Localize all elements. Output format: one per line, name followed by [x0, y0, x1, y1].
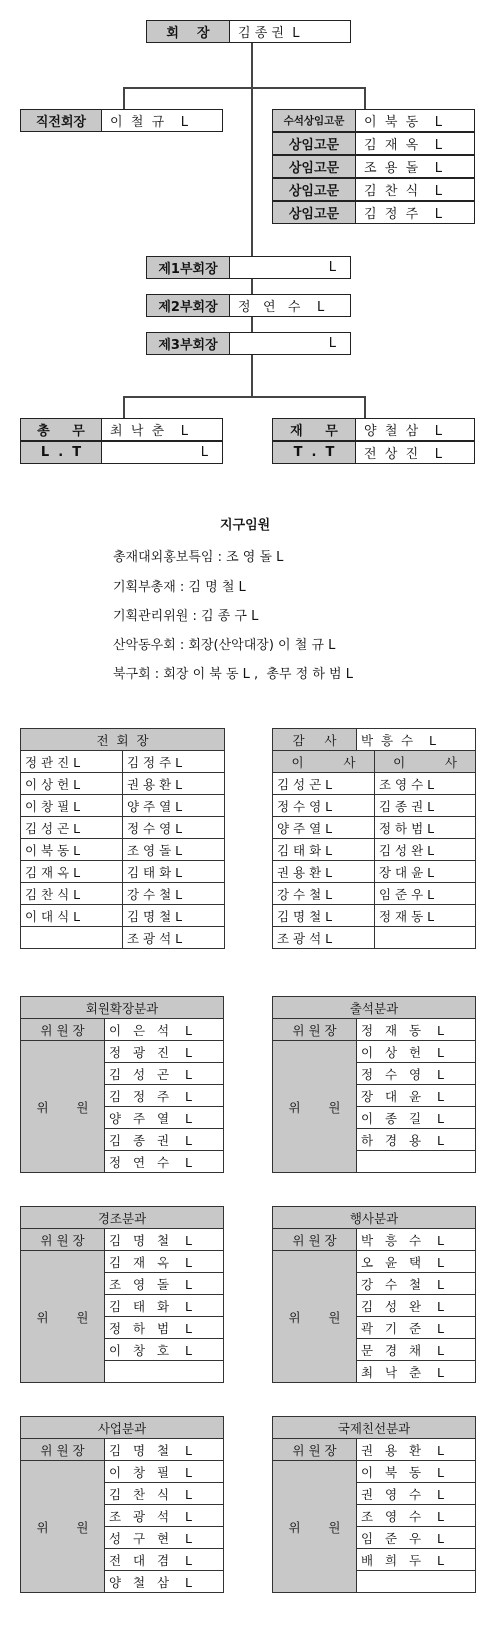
member-name — [357, 1151, 476, 1173]
member-name: 이 상 헌 L — [357, 1041, 476, 1063]
chair-label: 위 원 장 — [273, 1439, 357, 1461]
committee-table — [272, 1206, 476, 1383]
president-label: 회 장 — [146, 20, 230, 43]
committee-table — [20, 1206, 224, 1383]
member-name — [105, 1361, 224, 1383]
table-cell: 조 영 돌 L — [123, 839, 225, 861]
table-cell: 김 성 곤 L — [273, 773, 375, 795]
advisor-name: 김 재 옥 L — [355, 132, 475, 155]
member-label: 위 원 — [21, 1041, 105, 1173]
member-name: 김 성 곤 L — [105, 1063, 224, 1085]
member-name: 문 경 채 L — [357, 1339, 476, 1361]
past-presidents-table — [20, 728, 225, 949]
committee-title: 국제친선분과 — [273, 1417, 476, 1439]
chair-label: 위 원 장 — [273, 1019, 357, 1041]
member-name: 정 연 수 L — [105, 1151, 224, 1173]
directors-header: 이 사 — [273, 751, 375, 773]
member-name: 전 대 겸 L — [105, 1549, 224, 1571]
table-title: 전 회 장 — [21, 729, 225, 751]
chair-label: 위 원 장 — [21, 1019, 105, 1041]
member-name: 김 태 화 L — [105, 1295, 224, 1317]
chair-name: 정 재 동 L — [357, 1019, 476, 1041]
district-line: 산악동우회 : 회장(산악대장) 이 철 규 L — [113, 638, 336, 653]
member-label: 위 원 — [273, 1251, 357, 1383]
vp2-name: 정 연 수 L — [229, 294, 351, 317]
district-line: 총재대외홍보특임 : 조 영 돌 L — [113, 550, 284, 565]
table-cell: 이 상 헌 L — [21, 773, 123, 795]
vp2-label: 제2부회장 — [146, 294, 230, 317]
table-cell: 김 태 화 L — [123, 861, 225, 883]
table-cell: 조 광 석 L — [273, 927, 375, 949]
directors-header: 이 사 — [375, 751, 476, 773]
connector-line — [123, 396, 366, 398]
chair-name: 권 용 환 L — [357, 1439, 476, 1461]
member-name: 배 희 두 L — [357, 1549, 476, 1571]
committee-table — [20, 996, 224, 1173]
connector-line — [123, 87, 125, 109]
connector-line — [364, 87, 366, 109]
auditors-table — [272, 728, 476, 949]
connector-line — [251, 42, 253, 234]
table-cell — [375, 927, 476, 949]
chair-label: 위 원 장 — [273, 1229, 357, 1251]
member-name: 김 재 옥 L — [105, 1251, 224, 1273]
member-name: 김 찬 식 L — [105, 1483, 224, 1505]
table-cell: 정 관 진 L — [21, 751, 123, 773]
member-name: 정 수 영 L — [357, 1063, 476, 1085]
district-line: 북구회 : 회장 이 북 동 L , 총무 정 하 범 L — [113, 667, 353, 682]
advisor-label: 상임고문 — [272, 132, 356, 155]
treasurer-label: 재 무 — [272, 418, 356, 441]
president-name: 김 종 권 L — [229, 20, 351, 43]
connector-line — [123, 396, 125, 418]
tt-label: T . T — [272, 441, 356, 464]
advisor-name: 김 찬 식 L — [355, 178, 475, 201]
table-cell: 정 하 범 L — [375, 817, 476, 839]
treasurer-name: 양 철 삼 L — [355, 418, 475, 441]
table-cell: 정 재 동 L — [375, 905, 476, 927]
table-cell: 김 명 철 L — [123, 905, 225, 927]
member-name: 성 구 현 L — [105, 1527, 224, 1549]
table-cell: 장 대 윤 L — [375, 861, 476, 883]
connector-line — [364, 396, 366, 418]
committee-title: 경조분과 — [21, 1207, 224, 1229]
table-cell: 이 북 동 L — [21, 839, 123, 861]
tt-name: 전 상 진 L — [355, 441, 475, 464]
committee-title: 행사분과 — [273, 1207, 476, 1229]
member-label: 위 원 — [21, 1461, 105, 1593]
table-cell: 강 수 철 L — [273, 883, 375, 905]
member-name: 임 준 우 L — [357, 1527, 476, 1549]
advisor-name: 이 북 동 L — [355, 109, 475, 132]
member-name: 오 윤 택 L — [357, 1251, 476, 1273]
table-cell: 임 준 우 L — [375, 883, 476, 905]
prev-president-name: 이 철 규 L — [101, 109, 223, 132]
member-name: 이 창 호 L — [105, 1339, 224, 1361]
advisor-name: 조 용 돌 L — [355, 155, 475, 178]
member-name: 김 성 완 L — [357, 1295, 476, 1317]
secretary-label: 총 무 — [20, 418, 102, 441]
table-cell: 정 수 영 L — [123, 817, 225, 839]
committee-title: 사업분과 — [21, 1417, 224, 1439]
member-name: 김 정 주 L — [105, 1085, 224, 1107]
chair-label: 위 원 장 — [21, 1229, 105, 1251]
chair-name: 김 명 철 L — [105, 1439, 224, 1461]
table-cell: 권 용 환 L — [123, 773, 225, 795]
secretary-name: 최 낙 춘 L — [101, 418, 223, 441]
auditor-name: 박 흥 수 L — [357, 729, 476, 751]
member-name: 곽 기 준 L — [357, 1317, 476, 1339]
vp1-name: L — [229, 256, 351, 279]
table-cell: 이 대 식 L — [21, 905, 123, 927]
member-name: 하 경 용 L — [357, 1129, 476, 1151]
member-name — [357, 1571, 476, 1593]
table-cell: 김 성 곤 L — [21, 817, 123, 839]
member-name: 김 종 권 L — [105, 1129, 224, 1151]
table-cell: 양 주 열 L — [273, 817, 375, 839]
member-name: 양 주 열 L — [105, 1107, 224, 1129]
member-name: 이 창 필 L — [105, 1461, 224, 1483]
vp3-name: L — [229, 332, 351, 355]
advisor-name: 김 정 주 L — [355, 201, 475, 224]
member-name: 정 광 진 L — [105, 1041, 224, 1063]
table-cell: 조 영 수 L — [375, 773, 476, 795]
member-name: 정 하 범 L — [105, 1317, 224, 1339]
table-cell: 김 종 권 L — [375, 795, 476, 817]
member-name: 조 광 석 L — [105, 1505, 224, 1527]
committee-table — [272, 996, 476, 1173]
auditor-label: 감 사 — [273, 729, 357, 751]
advisor-label: 수석상임고문 — [272, 109, 356, 132]
member-label: 위 원 — [273, 1461, 357, 1593]
advisor-label: 상임고문 — [272, 155, 356, 178]
table-cell: 김 성 완 L — [375, 839, 476, 861]
member-name: 장 대 윤 L — [357, 1085, 476, 1107]
committee-table — [20, 1416, 224, 1593]
member-name: 조 영 돌 L — [105, 1273, 224, 1295]
chair-name: 이 은 석 L — [105, 1019, 224, 1041]
table-cell: 김 명 철 L — [273, 905, 375, 927]
district-line: 기획관리위원 : 김 종 구 L — [113, 609, 259, 624]
table-cell: 양 주 열 L — [123, 795, 225, 817]
table-cell — [21, 927, 123, 949]
connector-line — [123, 87, 366, 89]
vp3-label: 제3부회장 — [146, 332, 230, 355]
member-label: 위 원 — [21, 1251, 105, 1383]
table-cell: 김 정 주 L — [123, 751, 225, 773]
district-title: 지구임원 — [220, 518, 271, 533]
prev-president-label: 직전회장 — [20, 109, 102, 132]
committee-title: 회원확장분과 — [21, 997, 224, 1019]
table-cell: 강 수 철 L — [123, 883, 225, 905]
table-cell: 권 용 환 L — [273, 861, 375, 883]
member-name: 조 영 수 L — [357, 1505, 476, 1527]
table-cell: 이 창 필 L — [21, 795, 123, 817]
lt-name: L — [101, 441, 223, 464]
advisor-label: 상임고문 — [272, 201, 356, 224]
chair-name: 김 명 철 L — [105, 1229, 224, 1251]
member-name: 최 낙 춘 L — [357, 1361, 476, 1383]
chair-name: 박 흥 수 L — [357, 1229, 476, 1251]
table-cell: 김 찬 식 L — [21, 883, 123, 905]
lt-label: L . T — [20, 441, 102, 464]
advisor-label: 상임고문 — [272, 178, 356, 201]
district-line: 기획부총재 : 김 명 철 L — [113, 580, 246, 595]
committee-title: 출석분과 — [273, 997, 476, 1019]
member-name: 권 영 수 L — [357, 1483, 476, 1505]
member-name: 이 종 길 L — [357, 1107, 476, 1129]
member-label: 위 원 — [273, 1041, 357, 1173]
member-name: 양 철 삼 L — [105, 1571, 224, 1593]
vp1-label: 제1부회장 — [146, 256, 230, 279]
table-cell: 김 태 화 L — [273, 839, 375, 861]
member-name: 이 북 동 L — [357, 1461, 476, 1483]
table-cell: 김 재 옥 L — [21, 861, 123, 883]
table-cell: 조 광 석 L — [123, 927, 225, 949]
member-name: 강 수 철 L — [357, 1273, 476, 1295]
committee-table — [272, 1416, 476, 1593]
table-cell: 정 수 영 L — [273, 795, 375, 817]
chair-label: 위 원 장 — [21, 1439, 105, 1461]
